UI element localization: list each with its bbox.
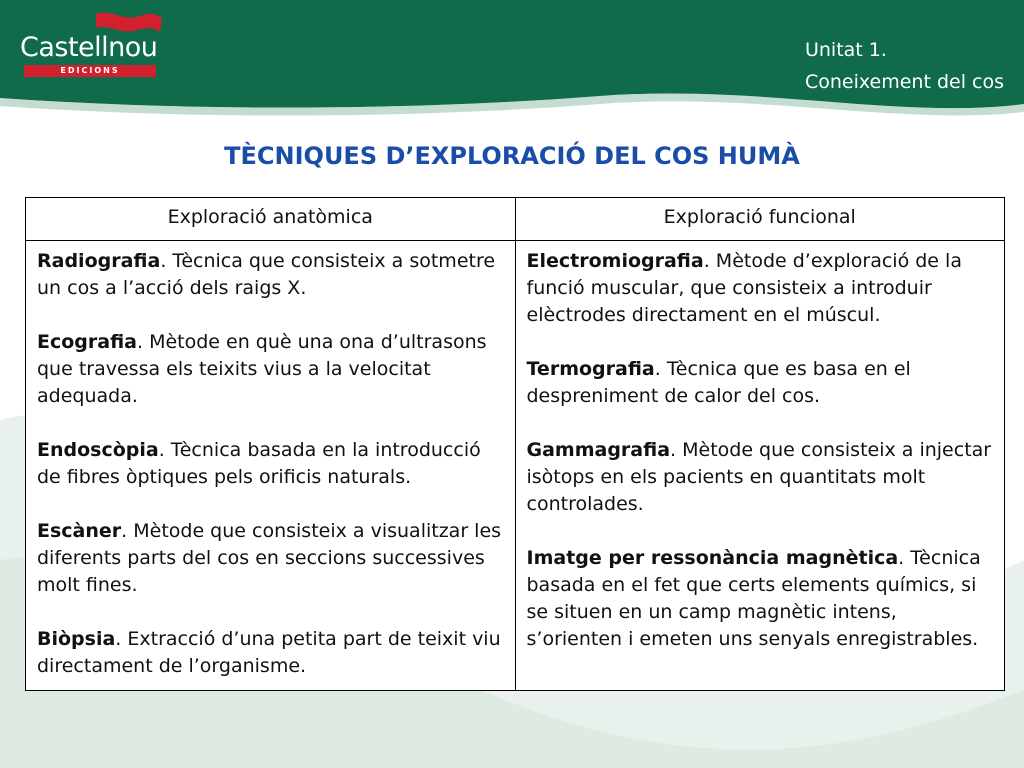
logo-sub: EDICIONS: [24, 65, 156, 77]
technique-term: Endoscòpia: [37, 439, 159, 461]
technique-entry-ressonancia: [527, 545, 995, 653]
technique-description: . Tècnica basada en la introducció de fibres òptiques pels orificis naturals.: [37, 439, 481, 488]
unit-number: Unitat 1.: [804, 39, 887, 61]
castellnou-logo: [20, 8, 160, 78]
technique-description: . Mètode en què una ona d’ultrasons que travessa els teixits vius a la velocitat adequada.: [37, 331, 487, 407]
technique-term: Escàner: [37, 520, 122, 542]
technique-term: Imatge per ressonància magnètica: [526, 547, 899, 569]
technique-entry-biopsia: [37, 626, 505, 680]
flag-icon: [94, 8, 164, 34]
technique-description: . Tècnica que consisteix a sotmetre un cos a l’acció dels raigs X.: [37, 250, 496, 299]
technique-entry-electromiografia: [527, 248, 995, 329]
table-row: [26, 241, 1005, 691]
unit-header: [805, 34, 1004, 98]
technique-term: Electromiografia: [526, 250, 704, 272]
technique-entry-endoscopia: [37, 437, 505, 491]
exploration-table: [25, 197, 1005, 691]
technique-description: . Tècnica basada en el fet que certs elements químics, si se situen en un camp magnètic intens, s’orienten i emeten uns senyals enregistrables.: [526, 547, 981, 650]
technique-entry-gammagrafia: [527, 437, 995, 518]
functional-cell: [515, 241, 1005, 691]
page-title: TÈCNIQUES D’EXPLORACIÓ DEL COS HUMÀ: [224, 142, 800, 170]
technique-description: . Mètode que consisteix a visualitzar les diferents parts del cos en seccions successives molt fines.: [37, 520, 502, 596]
technique-entry-termografia: [527, 356, 995, 410]
logo-name: Castellnou: [20, 32, 158, 63]
technique-description: . Extracció d’una petita part de teixit viu directament de l’organisme.: [37, 628, 501, 677]
technique-entry-escaner: [37, 518, 505, 599]
table-header-row: [26, 198, 1005, 241]
technique-entry-radiografia: [37, 248, 505, 302]
technique-term: Biòpsia: [37, 628, 116, 650]
technique-entry-ecografia: [37, 329, 505, 410]
technique-description: . Tècnica que es basa en el despreniment de calor del cos.: [526, 358, 911, 407]
technique-description: . Mètode d’exploració de la funció muscular, que consisteix a introduir elèctrodes directament en el múscul.: [526, 250, 962, 326]
technique-term: Ecografia: [37, 331, 137, 353]
technique-term: Termografia: [526, 358, 655, 380]
column-header-functional: Exploració funcional: [515, 198, 1005, 241]
technique-term: Gammagrafia: [526, 439, 671, 461]
column-header-anatomical: Exploració anatòmica: [26, 198, 516, 241]
unit-title: Coneixement del cos: [804, 71, 1004, 93]
anatomical-cell: [26, 241, 516, 691]
technique-description: . Mètode que consisteix a injectar isòtops en els pacients en quantitats molt controlades.: [526, 439, 992, 515]
technique-term: Radiografia: [37, 250, 161, 272]
